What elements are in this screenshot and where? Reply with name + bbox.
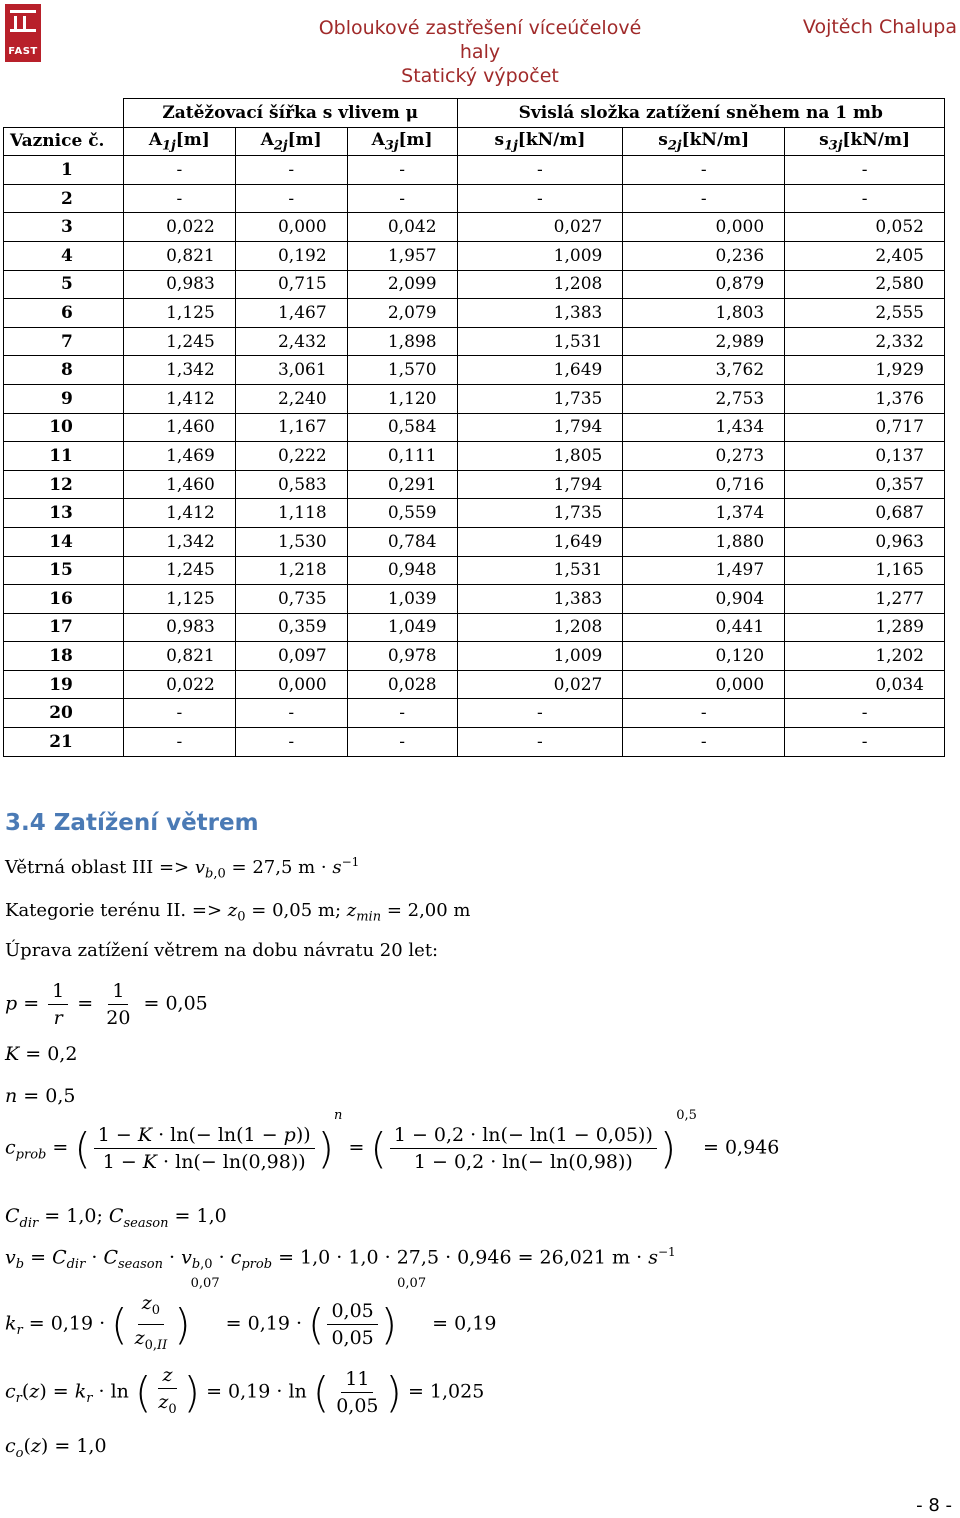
value-cell: 2,989 — [623, 327, 785, 356]
row-number-cell: 14 — [4, 527, 124, 556]
value-cell: 1,289 — [785, 613, 945, 642]
value-cell: 1,531 — [457, 327, 623, 356]
col-header-a2: $A_{2j}[m]$ — [235, 127, 347, 156]
value-cell: 1,412 — [123, 499, 235, 528]
value-cell: 1,125 — [123, 299, 235, 328]
value-cell: 1,434 — [623, 413, 785, 442]
value-cell: - — [347, 699, 457, 728]
value-cell: - — [123, 184, 235, 213]
value-cell: 0,022 — [123, 670, 235, 699]
value-cell: 0,027 — [457, 213, 623, 242]
value-cell: - — [623, 156, 785, 185]
value-cell: 1,245 — [123, 327, 235, 356]
value-cell: 1,649 — [457, 356, 623, 385]
value-cell: 0,028 — [347, 670, 457, 699]
col-header-s3: $s_{3j}[kN/m]$ — [785, 127, 945, 156]
value-cell: 1,412 — [123, 384, 235, 413]
value-cell: 2,079 — [347, 299, 457, 328]
eq-vb: $v_b = C_{dir} \cdot C_{season} \cdot v_{b,0} \cdot c_{prob} = 1,0 \cdot 1,0 \cdot 27,5 \cdot 0,946 = 26,021$ $m \cdot s^{-1}$ — [5, 1245, 676, 1273]
value-cell: 1,957 — [347, 241, 457, 270]
table-row — [4, 585, 945, 614]
value-cell: - — [123, 699, 235, 728]
value-cell: - — [457, 156, 623, 185]
table-row — [4, 356, 945, 385]
text-wind-area: Větrná oblast III => $v_{b,0} = 27,5$ $m \cdot s^{-1}$ — [5, 855, 360, 882]
value-cell: 0,000 — [623, 213, 785, 242]
value-cell: 0,784 — [347, 527, 457, 556]
value-cell: 0,983 — [123, 270, 235, 299]
value-cell: - — [623, 699, 785, 728]
eq-cprob: $c_{prob}$ = ( $\frac{1 - K \cdot \ln(- \ln(1 - p))}{1 - K \cdot \ln(- \ln(0,98))}$ )$^n$ = ( $\frac{1 - 0,2 \cdot \ln(- \ln(1 - 0,05))}{1 - 0,2 \cdot \ln(- \ln(0,98))}$ )$^{0,5}$ = 0,946 — [5, 1108, 780, 1173]
table-row — [4, 442, 945, 471]
value-cell: 0,584 — [347, 413, 457, 442]
value-cell: 0,821 — [123, 642, 235, 671]
value-cell: 0,717 — [785, 413, 945, 442]
header-title-line2: Statický výpočet — [401, 65, 559, 87]
value-cell: - — [785, 699, 945, 728]
eq-n: n = 0,5 — [5, 1085, 76, 1107]
group-header-snow: Svislá složka zatížení sněhem na 1 mb — [457, 99, 944, 128]
row-number-cell: 4 — [4, 241, 124, 270]
value-cell: 1,805 — [457, 442, 623, 471]
value-cell: 2,332 — [785, 327, 945, 356]
value-cell: 1,735 — [457, 499, 623, 528]
eq-k: K = 0,2 — [5, 1043, 78, 1065]
value-cell: 1,460 — [123, 470, 235, 499]
page-header — [0, 0, 960, 87]
text-return-period: Úprava zatížení větrem na dobu návratu 20 let: — [5, 940, 439, 961]
row-number-cell: 11 — [4, 442, 124, 471]
table-row — [4, 213, 945, 242]
value-cell: 0,359 — [235, 613, 347, 642]
fast-logo — [5, 4, 41, 62]
value-cell: 0,735 — [235, 585, 347, 614]
col-header-s2: $s_{2j}[kN/m]$ — [623, 127, 785, 156]
table-row — [4, 241, 945, 270]
value-cell: - — [785, 156, 945, 185]
header-title-line1: Obloukové zastřešení víceúčelové haly — [318, 17, 642, 63]
table-row — [4, 327, 945, 356]
value-cell: 0,192 — [235, 241, 347, 270]
row-number-cell: 8 — [4, 356, 124, 385]
value-cell: 0,879 — [623, 270, 785, 299]
table-row — [4, 299, 945, 328]
value-cell: 3,762 — [623, 356, 785, 385]
value-cell: 0,716 — [623, 470, 785, 499]
col-header-s1: $s_{1j}[kN/m]$ — [457, 127, 623, 156]
table-body — [4, 156, 945, 756]
value-cell: - — [623, 184, 785, 213]
value-cell: 1,342 — [123, 356, 235, 385]
value-cell: 2,240 — [235, 384, 347, 413]
row-number-cell: 1 — [4, 156, 124, 185]
table-row — [4, 642, 945, 671]
value-cell: - — [235, 184, 347, 213]
value-cell: 3,061 — [235, 356, 347, 385]
value-cell: 2,555 — [785, 299, 945, 328]
table-row — [4, 527, 945, 556]
col-header-a3: $A_{3j}[m]$ — [347, 127, 457, 156]
value-cell: 0,687 — [785, 499, 945, 528]
value-cell: 1,929 — [785, 356, 945, 385]
table-row — [4, 413, 945, 442]
row-number-cell: 19 — [4, 670, 124, 699]
row-number-cell: 9 — [4, 384, 124, 413]
value-cell: - — [347, 156, 457, 185]
table-row — [4, 499, 945, 528]
section-title: 3.4 Zatížení větrem — [5, 810, 259, 836]
value-cell: 0,357 — [785, 470, 945, 499]
row-number-cell: 20 — [4, 699, 124, 728]
value-cell: 1,383 — [457, 299, 623, 328]
value-cell: 1,218 — [235, 556, 347, 585]
eq-p: p = $\frac{1}{r}$ = $\frac{1}{20}$ = 0,05 — [5, 980, 208, 1029]
value-cell: 0,052 — [785, 213, 945, 242]
value-cell: - — [785, 728, 945, 757]
value-cell: - — [235, 699, 347, 728]
value-cell: 0,583 — [235, 470, 347, 499]
value-cell: 1,531 — [457, 556, 623, 585]
value-cell: 0,559 — [347, 499, 457, 528]
row-number-cell: 21 — [4, 728, 124, 757]
logo-text: FAST — [8, 46, 38, 57]
value-cell: 1,125 — [123, 585, 235, 614]
row-number-cell: 7 — [4, 327, 124, 356]
row-number-cell: 15 — [4, 556, 124, 585]
value-cell: 2,753 — [623, 384, 785, 413]
table-row — [4, 670, 945, 699]
col-header-a1: $A_{1j}[m]$ — [123, 127, 235, 156]
value-cell: 1,803 — [623, 299, 785, 328]
table-row — [4, 728, 945, 757]
value-cell: 2,580 — [785, 270, 945, 299]
value-cell: - — [457, 699, 623, 728]
value-cell: 2,099 — [347, 270, 457, 299]
page-number: - 8 - — [916, 1495, 952, 1516]
value-cell: 0,027 — [457, 670, 623, 699]
eq-kr: $k_r = 0,19$ · ( $\frac{z_0}{z_{0,II}}$ )$^{0,07}$ = 0,19 · ( $\frac{0,05}{0,05}$ )$^{0,07}$ = 0,19 — [5, 1276, 497, 1353]
value-cell: 0,000 — [623, 670, 785, 699]
value-cell: 0,904 — [623, 585, 785, 614]
value-cell: 1,374 — [623, 499, 785, 528]
value-cell: 1,245 — [123, 556, 235, 585]
value-cell: 0,097 — [235, 642, 347, 671]
value-cell: - — [623, 728, 785, 757]
value-cell: 0,983 — [123, 613, 235, 642]
value-cell: 1,467 — [235, 299, 347, 328]
snow-load-table — [3, 98, 945, 757]
row-number-cell: 3 — [4, 213, 124, 242]
value-cell: - — [123, 156, 235, 185]
table-row — [4, 156, 945, 185]
row-number-cell: 13 — [4, 499, 124, 528]
value-cell: 0,236 — [623, 241, 785, 270]
value-cell: 0,000 — [235, 213, 347, 242]
table-group-header — [4, 99, 945, 128]
eq-cdir: $C_{dir} = 1,0$; $C_{season} = 1,0$ — [5, 1205, 227, 1231]
row-number-cell: 12 — [4, 470, 124, 499]
value-cell: 1,039 — [347, 585, 457, 614]
value-cell: 2,432 — [235, 327, 347, 356]
eq-cr: $c_r(z) = k_r \cdot \ln$ ( $\frac{z}{z_0}$ ) = 0,19 · ln ( $\frac{11}{0,05}$ ) = 1,025 — [5, 1364, 485, 1417]
row-number-cell: 18 — [4, 642, 124, 671]
value-cell: 1,497 — [623, 556, 785, 585]
value-cell: 1,880 — [623, 527, 785, 556]
value-cell: - — [347, 728, 457, 757]
value-cell: 1,167 — [235, 413, 347, 442]
value-cell: - — [457, 184, 623, 213]
value-cell: 1,735 — [457, 384, 623, 413]
row-number-cell: 6 — [4, 299, 124, 328]
value-cell: 1,376 — [785, 384, 945, 413]
value-cell: 0,111 — [347, 442, 457, 471]
value-cell: - — [785, 184, 945, 213]
table-row — [4, 384, 945, 413]
table-row — [4, 184, 945, 213]
table-column-header — [4, 127, 945, 156]
value-cell: 2,405 — [785, 241, 945, 270]
value-cell: - — [457, 728, 623, 757]
value-cell: 1,460 — [123, 413, 235, 442]
text-terrain: Kategorie terénu II. => $z_0 = 0,05$ m; $z_{min} = 2,00$ m — [5, 900, 471, 925]
table-corner-cell — [4, 99, 124, 128]
value-cell: 0,120 — [623, 642, 785, 671]
group-header-width: Zatěžovací šířka s vlivem μ — [123, 99, 457, 128]
value-cell: 0,821 — [123, 241, 235, 270]
value-cell: 1,009 — [457, 241, 623, 270]
value-cell: 0,000 — [235, 670, 347, 699]
table-row — [4, 470, 945, 499]
value-cell: 0,042 — [347, 213, 457, 242]
row-number-cell: 2 — [4, 184, 124, 213]
value-cell: 0,948 — [347, 556, 457, 585]
value-cell: - — [235, 728, 347, 757]
value-cell: 0,137 — [785, 442, 945, 471]
table-row — [4, 613, 945, 642]
row-number-cell: 17 — [4, 613, 124, 642]
value-cell: 1,383 — [457, 585, 623, 614]
value-cell: 1,794 — [457, 413, 623, 442]
value-cell: 1,277 — [785, 585, 945, 614]
value-cell: 0,034 — [785, 670, 945, 699]
value-cell: 0,963 — [785, 527, 945, 556]
table-row — [4, 699, 945, 728]
row-number-cell: 10 — [4, 413, 124, 442]
value-cell: 1,208 — [457, 270, 623, 299]
value-cell: 1,165 — [785, 556, 945, 585]
col-header-purlin: Vaznice č. — [4, 127, 124, 156]
value-cell: 1,570 — [347, 356, 457, 385]
value-cell: 1,009 — [457, 642, 623, 671]
value-cell: 0,978 — [347, 642, 457, 671]
eq-co: $c_o(z) = 1,0$ — [5, 1435, 107, 1461]
value-cell: 0,022 — [123, 213, 235, 242]
value-cell: 1,898 — [347, 327, 457, 356]
value-cell: 0,441 — [623, 613, 785, 642]
value-cell: 1,342 — [123, 527, 235, 556]
table-row — [4, 556, 945, 585]
value-cell: 0,273 — [623, 442, 785, 471]
row-number-cell: 5 — [4, 270, 124, 299]
value-cell: 1,120 — [347, 384, 457, 413]
value-cell: - — [123, 728, 235, 757]
value-cell: 0,222 — [235, 442, 347, 471]
value-cell: 1,049 — [347, 613, 457, 642]
header-author: Vojtěch Chalupa — [802, 16, 957, 38]
logo-mark-icon — [10, 10, 36, 32]
value-cell: 1,794 — [457, 470, 623, 499]
value-cell: 0,291 — [347, 470, 457, 499]
row-number-cell: 16 — [4, 585, 124, 614]
value-cell: 1,202 — [785, 642, 945, 671]
table-row — [4, 270, 945, 299]
value-cell: 1,649 — [457, 527, 623, 556]
header-title — [300, 16, 660, 88]
value-cell: 1,208 — [457, 613, 623, 642]
value-cell: 0,715 — [235, 270, 347, 299]
value-cell: - — [347, 184, 457, 213]
value-cell: - — [235, 156, 347, 185]
value-cell: 1,530 — [235, 527, 347, 556]
value-cell: 1,118 — [235, 499, 347, 528]
value-cell: 1,469 — [123, 442, 235, 471]
